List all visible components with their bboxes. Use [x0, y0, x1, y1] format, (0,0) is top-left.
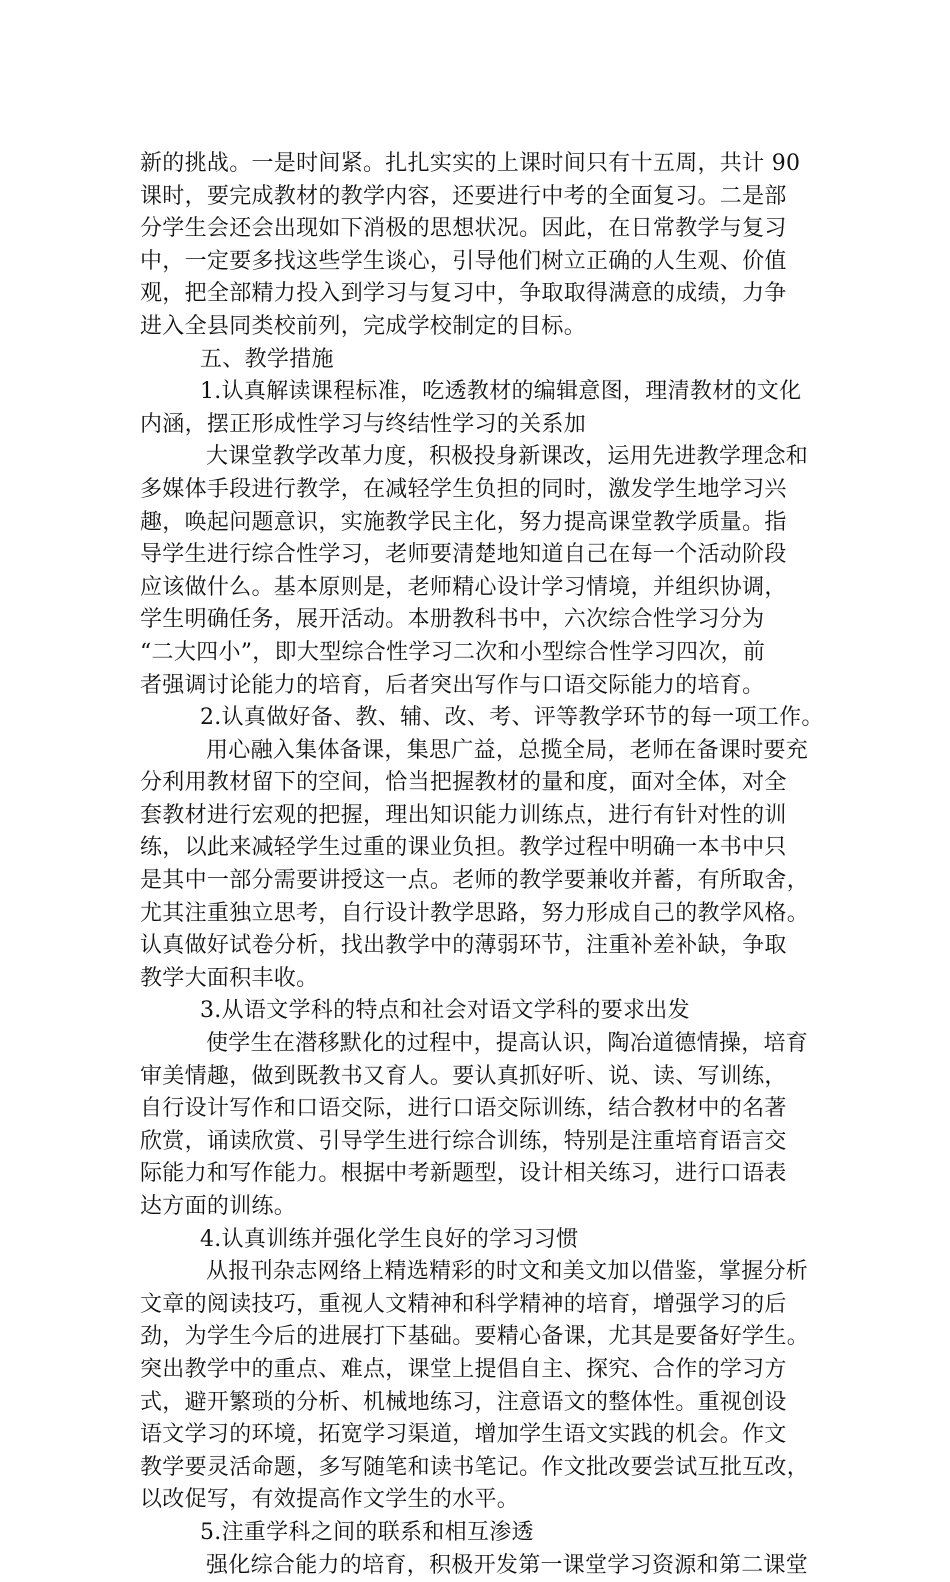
text-line: 际能力和写作能力。根据中考新题型，设计相关练习，进行口语表: [140, 1161, 787, 1187]
text-line: 课时，要完成教材的教学内容，还要进行中考的全面复习。二是部: [140, 183, 787, 209]
text-line: 练，以此来减轻学生过重的课业负担。教学过程中明确一本书中只: [140, 835, 787, 861]
text-line: 五、教学措施: [200, 346, 334, 372]
text-line: 大课堂教学改革力度，积极投身新课改，运用先进教学理念和: [206, 444, 809, 470]
text-line: 自行设计写作和口语交际，进行口语交际训练，结合教材中的名著: [140, 1096, 787, 1122]
text-line: 用心融入集体备课，集思广益，总揽全局，老师在备课时要充: [206, 737, 809, 763]
text-line: 尤其注重独立思考，自行设计教学思路，努力形成自己的教学风格。: [140, 900, 810, 926]
text-line: 教学大面积丰收。: [140, 965, 319, 991]
text-line: 达方面的训练。: [140, 1194, 297, 1219]
text-line: 4.认真训练并强化学生良好的学习习惯: [200, 1226, 579, 1252]
text-line: 认真做好试卷分析，找出教学中的薄弱环节，注重补差补缺，争取: [140, 933, 787, 959]
text-line: 劲，为学生今后的进展打下基础。要精心备课，尤其是要备好学生。: [140, 1324, 810, 1350]
text-line: 者强调讨论能力的培育，后者突出写作与口语交际能力的培育。: [140, 672, 765, 698]
text-line: 学生明确任务，展开活动。本册教科书中，六次综合性学习分为: [140, 607, 765, 633]
text-line: 套教材进行宏观的把握，理出知识能力训练点，进行有针对性的训: [140, 802, 787, 828]
text-line: 语文学习的环境，拓宽学习渠道，增加学生语文实践的机会。作文: [140, 1422, 787, 1448]
text-line: 5.注重学科之间的联系和相互渗透: [200, 1519, 534, 1545]
text-line: 式，避开繁琐的分析、机械地练习，注意语文的整体性。重视创设: [140, 1389, 787, 1415]
text-line: 是其中一部分需要讲授这一点。老师的教学要兼收并蓄，有所取舍，: [140, 868, 810, 894]
text-line: 强化综合能力的培育，积极开发第一课堂学习资源和第二课堂: [206, 1552, 809, 1578]
text-line: 欣赏，诵读欣赏、引导学生进行综合训练，特别是注重培育语言交: [140, 1128, 787, 1154]
text-line: 分利用教材留下的空间，恰当把握教材的量和度，面对全体，对全: [140, 770, 787, 796]
text-line: 2.认真做好备、教、辅、改、考、评等教学环节的每一项工作。: [200, 705, 824, 731]
text-line: 文章的阅读技巧，重视人文精神和科学精神的培育，增强学习的后: [140, 1291, 787, 1317]
text-line: 新的挑战。一是时间紧。扎扎实实的上课时间只有十五周，共计 90: [140, 151, 801, 176]
text-line: 导学生进行综合性学习，老师要清楚地知道自己在每一个活动阶段: [140, 542, 787, 568]
text-line: 趣，唤起问题意识，实施教学民主化，努力提高课堂教学质量。指: [140, 509, 787, 535]
text-line: 从报刊杂志网络上精选精彩的时文和美文加以借鉴，掌握分析: [206, 1259, 809, 1285]
text-line: 突出教学中的重点、难点，课堂上提倡自主、探究、合作的学习方: [140, 1356, 787, 1382]
text-line: 教学要灵活命题，多写随笔和读书笔记。作文批改要尝试互批互改，: [140, 1454, 810, 1480]
text-line: 使学生在潜移默化的过程中，提高认识，陶冶道德情操，培育: [206, 1031, 809, 1057]
text-line: 内涵，摆正形成性学习与终结性学习的关系加: [140, 411, 587, 437]
document-body: [140, 148, 830, 1582]
text-line: 中，一定要多找这些学生谈心，引导他们树立正确的人生观、价值: [140, 248, 787, 274]
text-line: 多媒体手段进行教学，在减轻学生负担的同时，激发学生地学习兴: [140, 476, 787, 502]
text-line: 以改促写，有效提高作文学生的水平。: [140, 1487, 520, 1513]
text-line: 观，把全部精力投入到学习与复习中，争取取得满意的成绩，力争: [140, 281, 787, 307]
text-line: 应该做什么。基本原则是，老师精心设计学习情境，并组织协调，: [140, 574, 787, 600]
text-line: 1.认真解读课程标准，吃透教材的编辑意图，理清教材的文化: [200, 379, 802, 405]
text-line: 分学生会还会出现如下消极的思想状况。因此，在日常教学与复习: [140, 216, 787, 242]
text-line: “二大四小”，即大型综合性学习二次和小型综合性学习四次，前: [140, 639, 766, 665]
text-line: 3.从语文学科的特点和社会对语文学科的要求出发: [200, 998, 690, 1024]
text-line: 审美情趣，做到既教书又育人。要认真抓好听、说、读、写训练，: [140, 1063, 787, 1089]
text-line: 进入全县同类校前列，完成学校制定的目标。: [140, 313, 587, 339]
